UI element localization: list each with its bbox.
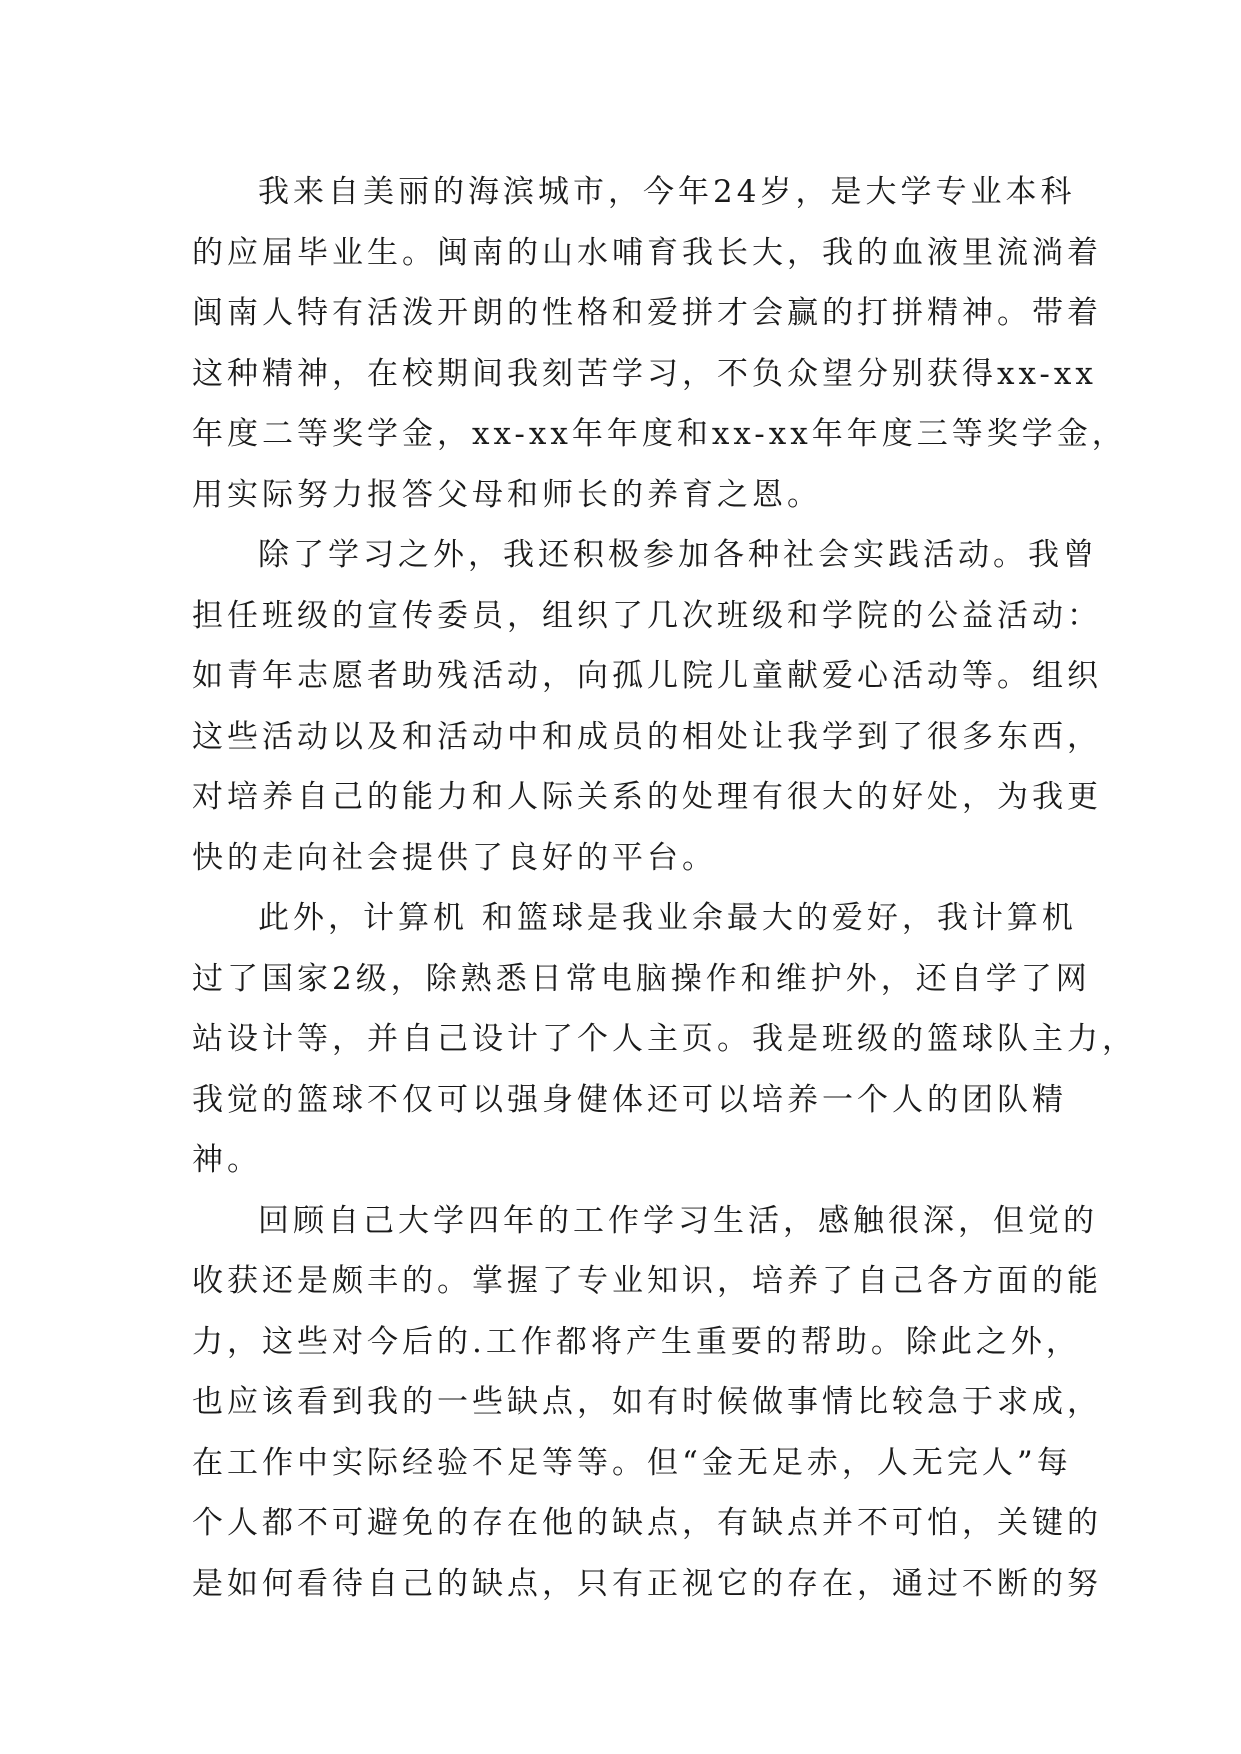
text-line: 我觉的篮球不仅可以强身健体还可以培养一个人的团队精 bbox=[192, 1081, 1067, 1118]
text-line: 过了国家2级，除熟悉日常电脑操作和维护外，还自学了网 bbox=[192, 960, 1091, 997]
text-line: 回顾自己大学四年的工作学习生活，感触很深，但觉的 bbox=[258, 1202, 1098, 1239]
paragraph-3 bbox=[192, 888, 1137, 1191]
text-line: 这种精神，在校期间我刻苦学习，不负众望分别获得xx-xx bbox=[192, 355, 1097, 392]
text-line: 年度二等奖学金，xx-xx年年度和xx-xx年年度三等奖学金， bbox=[192, 416, 1127, 452]
paragraph-2 bbox=[192, 525, 1102, 888]
text-line: 如青年志愿者助残活动，向孤儿院儿童献爱心活动等。组织 bbox=[192, 658, 1102, 694]
text-line: 站设计等，并自己设计了个人主页。我是班级的篮球队主力， bbox=[192, 1021, 1137, 1057]
text-line: 力，这些对今后的.工作都将产生重要的帮助。除此之外， bbox=[192, 1323, 1081, 1360]
paragraph-4 bbox=[192, 1191, 1102, 1615]
text-line: 个人都不可避免的存在他的缺点，有缺点并不可怕，关键的 bbox=[192, 1505, 1102, 1541]
text-line: 此外，计算机 和篮球是我业余最大的爱好，我计算机 bbox=[258, 900, 1077, 936]
text-line: 担任班级的宣传委员，组织了几次班级和学院的公益活动： bbox=[192, 597, 1102, 634]
text-line: 收获还是颇丰的。掌握了专业知识，培养了自己各方面的能 bbox=[192, 1263, 1102, 1299]
text-line: 神。 bbox=[192, 1142, 262, 1178]
text-line: 除了学习之外，我还积极参加各种社会实践活动。我曾 bbox=[258, 537, 1098, 573]
text-line: 是如何看待自己的缺点，只有正视它的存在，通过不断的努 bbox=[192, 1565, 1102, 1602]
document-body bbox=[192, 162, 1137, 1614]
text-line: 在工作中实际经验不足等等。但“金无足赤，人无完人”每 bbox=[192, 1444, 1072, 1481]
text-line: 我来自美丽的海滨城市，今年24岁，是大学专业本科 bbox=[258, 174, 1076, 210]
text-line: 对培养自己的能力和人际关系的处理有很大的好处，为我更 bbox=[192, 779, 1102, 815]
text-line: 的应届毕业生。闽南的山水哺育我长大，我的血液里流淌着 bbox=[192, 234, 1102, 271]
paragraph-1 bbox=[192, 162, 1127, 525]
text-line: 用实际努力报答父母和师长的养育之恩。 bbox=[192, 476, 822, 513]
text-line: 闽南人特有活泼开朗的性格和爱拼才会赢的打拼精神。带着 bbox=[192, 295, 1102, 331]
text-line: 也应该看到我的一些缺点，如有时候做事情比较急于求成， bbox=[192, 1384, 1102, 1420]
text-line: 快的走向社会提供了良好的平台。 bbox=[192, 839, 717, 876]
text-line: 这些活动以及和活动中和成员的相处让我学到了很多东西， bbox=[192, 718, 1102, 755]
